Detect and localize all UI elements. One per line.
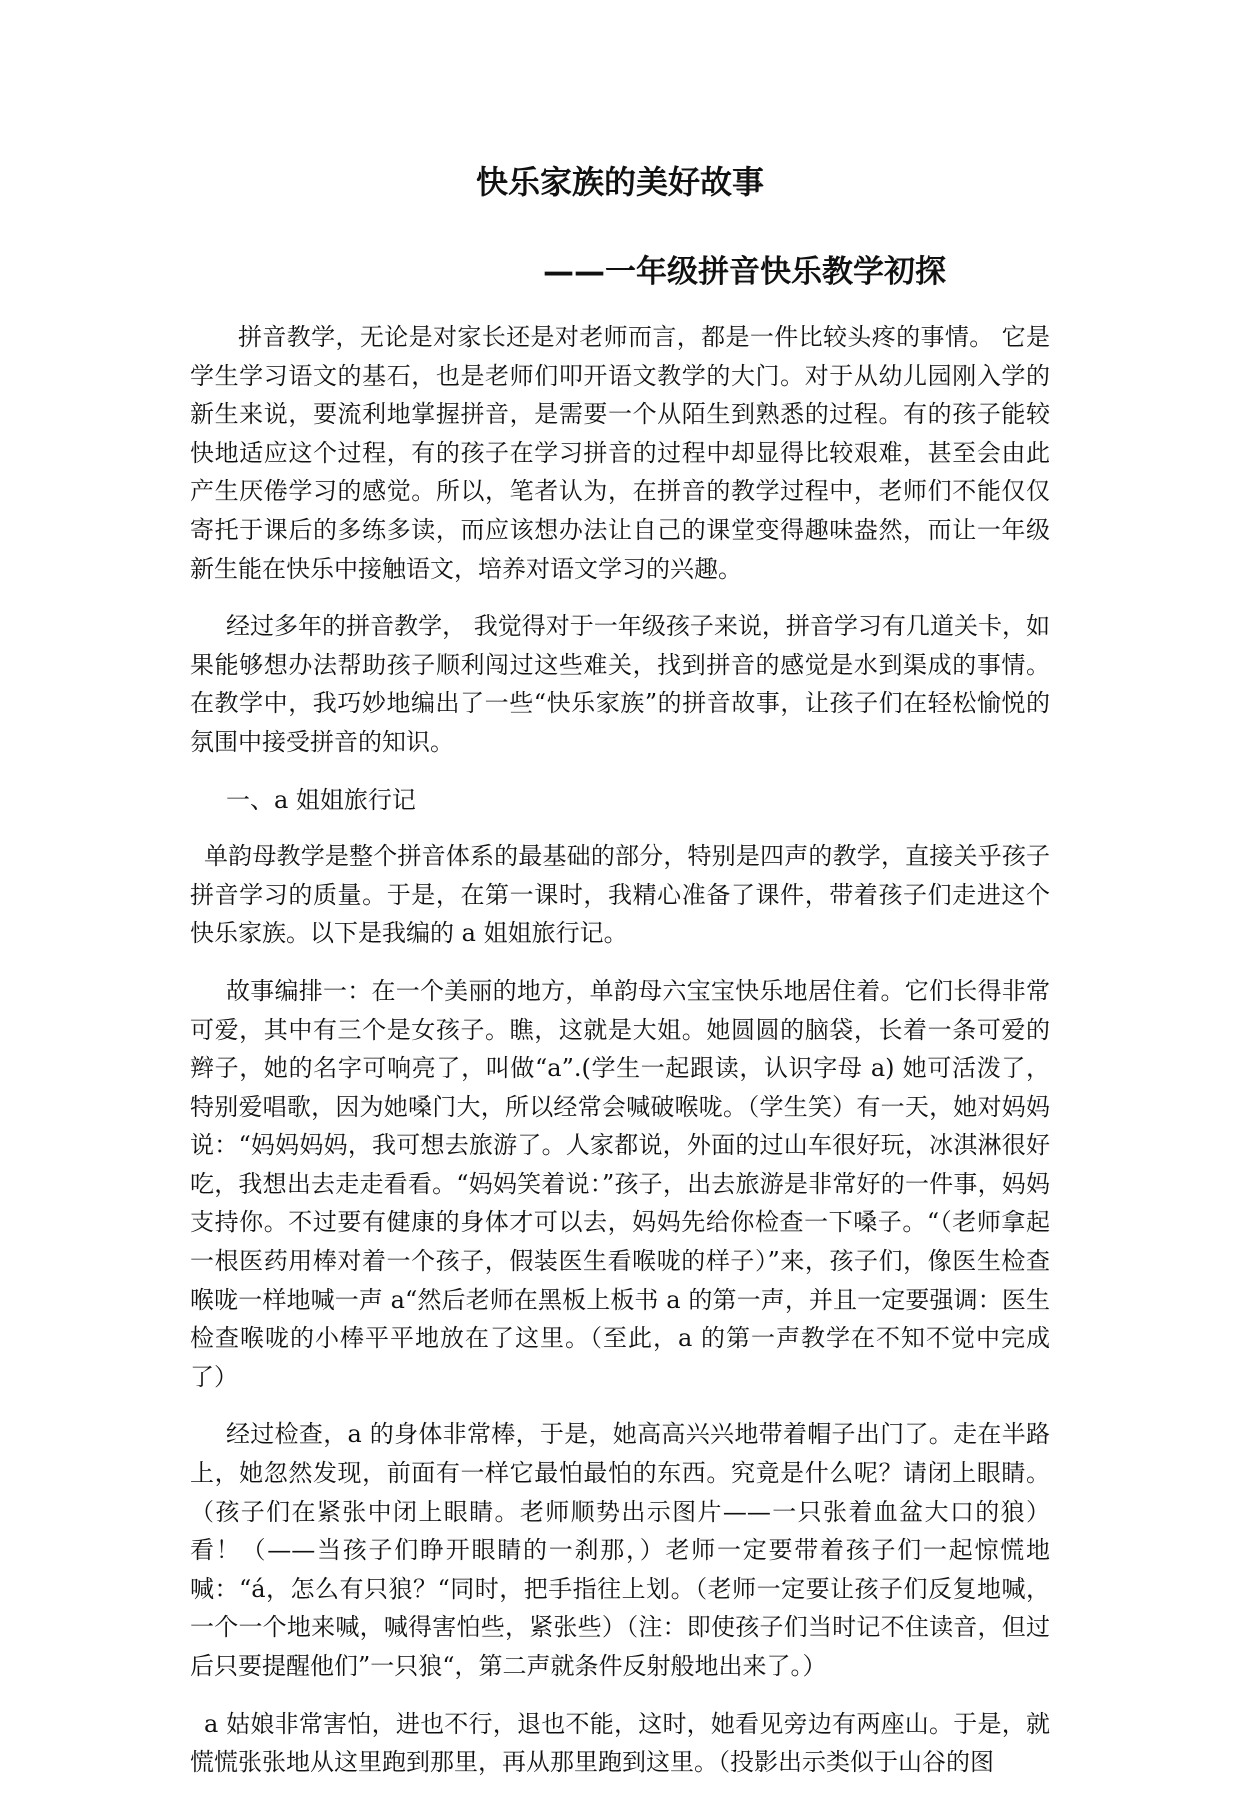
document-body (190, 318, 1050, 1801)
paragraph-experience: 经过多年的拼音教学， 我觉得对于一年级孩子来说，拼音学习有几道关卡，如果能够想办法帮助孩子顺利闯过这些难关，找到拼音的感觉是水到渠成的事情。在教学中，我巧妙地编出了一些“快乐家族”的拼音故事，让孩子们在轻松愉悦的氛围中接受拼音的知识。 (190, 612, 1050, 756)
document-subtitle: ——一年级拼音快乐教学初探 (543, 254, 946, 290)
document-title: 快乐家族的美好故事 (475, 163, 764, 201)
paragraph-vowel-teaching: 单韵母教学是整个拼音体系的最基础的部分，特别是四声的教学，直接关乎孩子拼音学习的质量。于是，在第一课时，我精心准备了课件，带着孩子们走进这个快乐家族。以下是我编的 a 姐姐旅行记。 (190, 842, 1050, 948)
paragraph-intro: 拼音教学，无论是对家长还是对老师而言，都是一件比较头疼的事情。 它是学生学习语文的基石，也是老师们叩开语文教学的大门。对于从幼儿园刚入学的新生来说，要流利地掌握拼音，是需要一个从陌生到熟悉的过程。有的孩子能较快地适应这个过程，有的孩子在学习拼音的过程中却显得比较艰难，甚至会由此产生厌倦学习的感觉。所以，笔者认为，在拼音的教学过程中，老师们不能仅仅寄托于课后的多练多读，而应该想办法让自己的课堂变得趣味盎然，而让一年级新生能在快乐中接触语文，培养对语文学习的兴趣。 (190, 323, 1050, 583)
paragraph-story-one: 故事编排一：在一个美丽的地方，单韵母六宝宝快乐地居住着。它们长得非常可爱，其中有三个是女孩子。瞧，这就是大姐。她圆圆的脑袋，长着一条可爱的辫子，她的名字可响亮了，叫做“a”.(学生一起跟读，认识字母 a) 她可活泼了，特别爱唱歌，因为她嗓门大，所以经常会喊破喉咙。（学生笑）有一天，她对妈妈说：“妈妈妈妈，我可想去旅游了。人家都说，外面的过山车很好玩，冰淇淋很好吃，我想出去走走看看。“妈妈笑着说：”孩子，出去旅游是非常好的一件事，妈妈支持你。不过要有健康的身体才可以去，妈妈先给你检查一下嗓子。“（老师拿起一根医药用棒对着一个孩子，假装医生看喉咙的样子）”来，孩子们，像医生检查喉咙一样地喊一声 a“然后老师在黑板上板书 a 的第一声，并且一定要强调：医生检查喉咙的小棒平平地放在了这里。（至此，a 的第一声教学在不知不觉中完成了） (190, 976, 1050, 1391)
paragraph-checkup: 经过检查，a 的身体非常棒，于是，她高高兴兴地带着帽子出门了。走在半路上，她忽然发现，前面有一样它最怕最怕的东西。究竟是什么呢？请闭上眼睛。（孩子们在紧张中闭上眼睛。老师顺势出示图片——一只张着血盆大口的狼）看！（——当孩子们睁开眼睛的一刹那，）老师一定要带着孩子们一起惊慌地喊：“á，怎么有只狼？“同时，把手指往上划。（老师一定要让孩子们反复地喊，一个一个地来喊，喊得害怕些，紧张些）（注：即使孩子们当时记不住读音，但过后只要提醒他们”一只狼“，第二声就条件反射般地出来了。） (190, 1420, 1050, 1680)
section-heading: 一、a 姐姐旅行记 (226, 785, 416, 814)
paragraph-mountains: a 姑娘非常害怕，进也不行，退也不能，这时，她看见旁边有两座山。于是，就慌慌张张地从这里跑到那里，再从那里跑到这里。（投影出示类似于山谷的图 (190, 1709, 1050, 1777)
